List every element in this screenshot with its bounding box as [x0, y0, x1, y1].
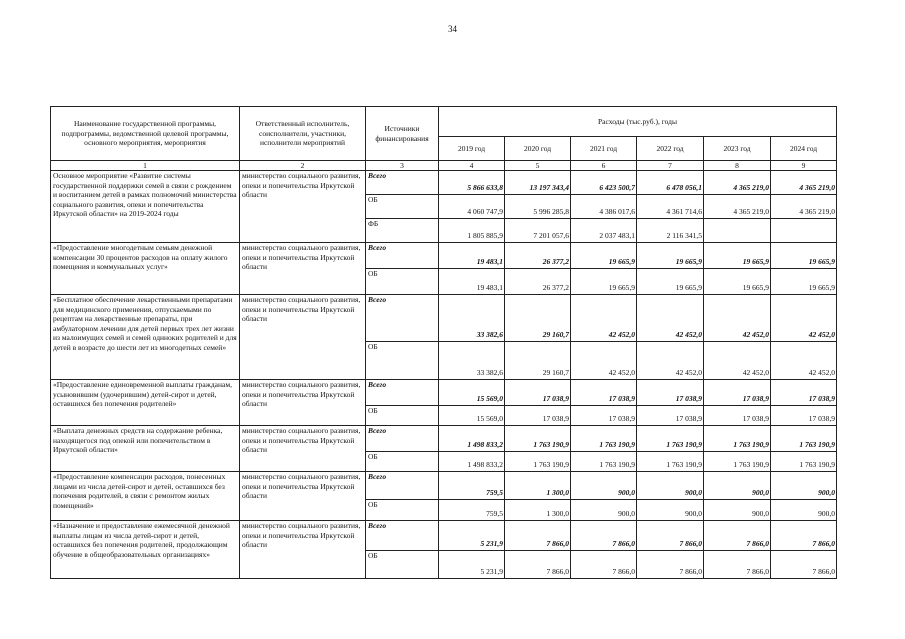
funding-source: ОБ — [366, 406, 439, 426]
expense-value: 6 423 500,7 — [571, 171, 637, 195]
expense-value: 7 866,0 — [637, 521, 704, 551]
expense-value: 1 805 885,9 — [439, 219, 505, 243]
table-row — [51, 426, 837, 452]
expense-value: 33 382,6 — [439, 295, 505, 342]
expense-value: 1 763 190,9 — [637, 452, 704, 472]
header-year: 2020 год — [505, 137, 571, 161]
funding-source: ФБ — [366, 219, 439, 243]
table-row — [51, 243, 837, 269]
expense-value: 7 866,0 — [704, 521, 771, 551]
expense-value: 900,0 — [771, 472, 837, 500]
funding-source: Всего — [366, 426, 439, 452]
funding-source: Всего — [366, 472, 439, 500]
expense-value: 17 038,9 — [637, 406, 704, 426]
expense-value: 7 866,0 — [505, 551, 571, 579]
header-year: 2019 год — [439, 137, 505, 161]
expense-value: 7 866,0 — [505, 521, 571, 551]
expense-value: 7 866,0 — [771, 521, 837, 551]
program-name: «Бесплатное обеспечение лекарственными препаратами для медицинского применения, отпускаемыми по рецептам на лекарственные препараты, при амбулаторном лечении для детей первых трех лет жизни из малоимущих семей и семей одиноких родителей и для детей в возрасте до шести лет из многодетных семей» — [51, 295, 240, 380]
expense-value: 1 498 833,2 — [439, 452, 505, 472]
expense-value: 19 483,1 — [439, 243, 505, 269]
header-executor: Ответственный исполнитель, соисполнители, участники, исполнители мероприятий — [240, 107, 366, 161]
funding-source: ОБ — [366, 269, 439, 295]
column-number: 2 — [240, 161, 366, 171]
header-year: 2021 год — [571, 137, 637, 161]
program-name: «Назначение и предоставление ежемесячной денежной выплаты лицам из числа детей-сирот и детей, оставшихся без попечения родителей, продолжающим обучение в общеобразовательных организациях» — [51, 521, 240, 579]
expense-value: 900,0 — [637, 472, 704, 500]
expense-value: 900,0 — [571, 500, 637, 521]
expense-value: 19 665,9 — [637, 243, 704, 269]
expense-value: 17 038,9 — [704, 380, 771, 406]
column-number: 3 — [366, 161, 439, 171]
expense-value: 5 231,9 — [439, 521, 505, 551]
expense-value: 42 452,0 — [704, 342, 771, 380]
expense-value: 2 116 341,5 — [637, 219, 704, 243]
column-number: 4 — [439, 161, 505, 171]
expense-value: 42 452,0 — [571, 342, 637, 380]
funding-source: ОБ — [366, 452, 439, 472]
program-executor: министерство социального развития, опеки и попечительства Иркутской области — [240, 171, 366, 243]
expense-value — [771, 219, 837, 243]
expense-value: 4 060 747,9 — [439, 195, 505, 219]
program-executor: министерство социального развития, опеки и попечительства Иркутской области — [240, 472, 366, 521]
expense-value: 19 665,9 — [571, 269, 637, 295]
funding-source: Всего — [366, 295, 439, 342]
expense-value: 17 038,9 — [771, 406, 837, 426]
expense-value: 4 365 219,0 — [771, 171, 837, 195]
expense-value: 1 300,0 — [505, 500, 571, 521]
header-expenses: Расходы (тыс.руб.), годы — [439, 107, 837, 137]
expense-value: 17 038,9 — [571, 380, 637, 406]
expense-value: 42 452,0 — [771, 342, 837, 380]
column-number: 1 — [51, 161, 240, 171]
expense-value: 33 382,6 — [439, 342, 505, 380]
expense-value: 17 038,9 — [771, 380, 837, 406]
expense-value: 4 365 219,0 — [704, 171, 771, 195]
program-name: «Предоставление компенсации расходов, понесенных лицами из числа детей-сирот и детей, оставшихся без попечения родителей, в связи с ремонтом жилых помещений» — [51, 472, 240, 521]
expense-value: 1 300,0 — [505, 472, 571, 500]
funding-source: Всего — [366, 243, 439, 269]
header-name: Наименование государственной программы, подпрограммы, ведомственной целевой программы, основного мероприятия, мероприятия — [51, 107, 240, 161]
expense-value: 17 038,9 — [571, 406, 637, 426]
expense-value: 19 665,9 — [704, 269, 771, 295]
expense-value: 4 365 219,0 — [771, 195, 837, 219]
expense-value: 5 996 285,8 — [505, 195, 571, 219]
expense-value: 42 452,0 — [637, 295, 704, 342]
expense-value: 17 038,9 — [505, 380, 571, 406]
program-name: «Предоставление многодетным семьям денежной компенсации 30 процентов расходов на оплату жилого помещения и коммунальных услуг» — [51, 243, 240, 295]
expense-value: 7 866,0 — [637, 551, 704, 579]
table-row — [51, 521, 837, 551]
page-number: 34 — [448, 24, 457, 34]
expense-value: 19 665,9 — [571, 243, 637, 269]
expense-value: 900,0 — [704, 472, 771, 500]
expense-value: 1 763 190,9 — [704, 426, 771, 452]
expense-value: 19 665,9 — [637, 269, 704, 295]
funding-source: ОБ — [366, 195, 439, 219]
budget-table — [50, 106, 837, 579]
expense-value: 1 763 190,9 — [505, 426, 571, 452]
funding-source: ОБ — [366, 551, 439, 579]
expense-value: 2 037 483,1 — [571, 219, 637, 243]
table-row — [51, 472, 837, 500]
expense-value: 17 038,9 — [637, 380, 704, 406]
expense-value: 13 197 343,4 — [505, 171, 571, 195]
expense-value: 4 361 714,6 — [637, 195, 704, 219]
expense-value: 7 866,0 — [704, 551, 771, 579]
expense-value — [704, 219, 771, 243]
expense-value: 42 452,0 — [637, 342, 704, 380]
expense-value: 17 038,9 — [704, 406, 771, 426]
expense-value: 5 866 633,8 — [439, 171, 505, 195]
expense-value: 900,0 — [771, 500, 837, 521]
expense-value: 6 478 056,1 — [637, 171, 704, 195]
budget-table-body — [51, 171, 837, 579]
expense-value: 7 866,0 — [771, 551, 837, 579]
program-executor: министерство социального развития, опеки и попечительства Иркутской области — [240, 426, 366, 472]
program-executor: министерство социального развития, опеки и попечительства Иркутской области — [240, 521, 366, 579]
funding-source: Всего — [366, 380, 439, 406]
expense-value: 1 763 190,9 — [571, 452, 637, 472]
table-row — [51, 380, 837, 406]
expense-value: 1 498 833,2 — [439, 426, 505, 452]
table-row — [51, 171, 837, 195]
funding-source: ОБ — [366, 342, 439, 380]
expense-value: 19 665,9 — [704, 243, 771, 269]
expense-value: 759,5 — [439, 500, 505, 521]
program-name: Основное мероприятие «Развитие системы государственной поддержки семей в связи с рождением и воспитанием детей в рамках полномочий министерства социального развития, опеки и попечительства Иркутской области» на 2019-2024 годы — [51, 171, 240, 243]
expense-value: 19 665,9 — [771, 243, 837, 269]
expense-value: 1 763 190,9 — [704, 452, 771, 472]
expense-value: 5 231,9 — [439, 551, 505, 579]
header-year: 2023 год — [704, 137, 771, 161]
expense-value: 42 452,0 — [771, 295, 837, 342]
expense-value: 17 038,9 — [505, 406, 571, 426]
expense-value: 15 569,0 — [439, 406, 505, 426]
expense-value: 1 763 190,9 — [771, 452, 837, 472]
column-number: 8 — [704, 161, 771, 171]
expense-value: 29 160,7 — [505, 342, 571, 380]
column-number: 7 — [637, 161, 704, 171]
expense-value: 19 483,1 — [439, 269, 505, 295]
expense-value: 1 763 190,9 — [771, 426, 837, 452]
column-number: 9 — [771, 161, 837, 171]
expense-value: 15 569,0 — [439, 380, 505, 406]
funding-source: Всего — [366, 521, 439, 551]
program-executor: министерство социального развития, опеки и попечительства Иркутской области — [240, 380, 366, 426]
program-name: «Выплата денежных средств на содержание ребенка, находящегося под опекой или попечительством в Иркутской области» — [51, 426, 240, 472]
expense-value: 7 866,0 — [571, 521, 637, 551]
program-executor: министерство социального развития, опеки и попечительства Иркутской области — [240, 295, 366, 380]
header-year: 2024 год — [771, 137, 837, 161]
expense-value: 900,0 — [704, 500, 771, 521]
expense-value: 900,0 — [571, 472, 637, 500]
column-number: 5 — [505, 161, 571, 171]
expense-value: 26 377,2 — [505, 243, 571, 269]
program-executor: министерство социального развития, опеки и попечительства Иркутской области — [240, 243, 366, 295]
expense-value: 7 201 057,6 — [505, 219, 571, 243]
expense-value: 19 665,9 — [771, 269, 837, 295]
expense-value: 26 377,2 — [505, 269, 571, 295]
table-row — [51, 295, 837, 342]
header-year: 2022 год — [637, 137, 704, 161]
expense-value: 7 866,0 — [571, 551, 637, 579]
column-number: 6 — [571, 161, 637, 171]
expense-value: 4 365 219,0 — [704, 195, 771, 219]
expense-value: 29 160,7 — [505, 295, 571, 342]
expense-value: 1 763 190,9 — [505, 452, 571, 472]
funding-source: Всего — [366, 171, 439, 195]
program-name: «Предоставление единовременной выплаты гражданам, усыновившим (удочерившим) детей-сирот и детей, оставшихся без попечения родителей» — [51, 380, 240, 426]
funding-source: ОБ — [366, 500, 439, 521]
expense-value: 4 386 017,6 — [571, 195, 637, 219]
header-source: Источники финансирования — [366, 107, 439, 161]
expense-value: 759,5 — [439, 472, 505, 500]
expense-value: 42 452,0 — [704, 295, 771, 342]
expense-value: 42 452,0 — [571, 295, 637, 342]
expense-value: 1 763 190,9 — [571, 426, 637, 452]
expense-value: 900,0 — [637, 500, 704, 521]
expense-value: 1 763 190,9 — [637, 426, 704, 452]
